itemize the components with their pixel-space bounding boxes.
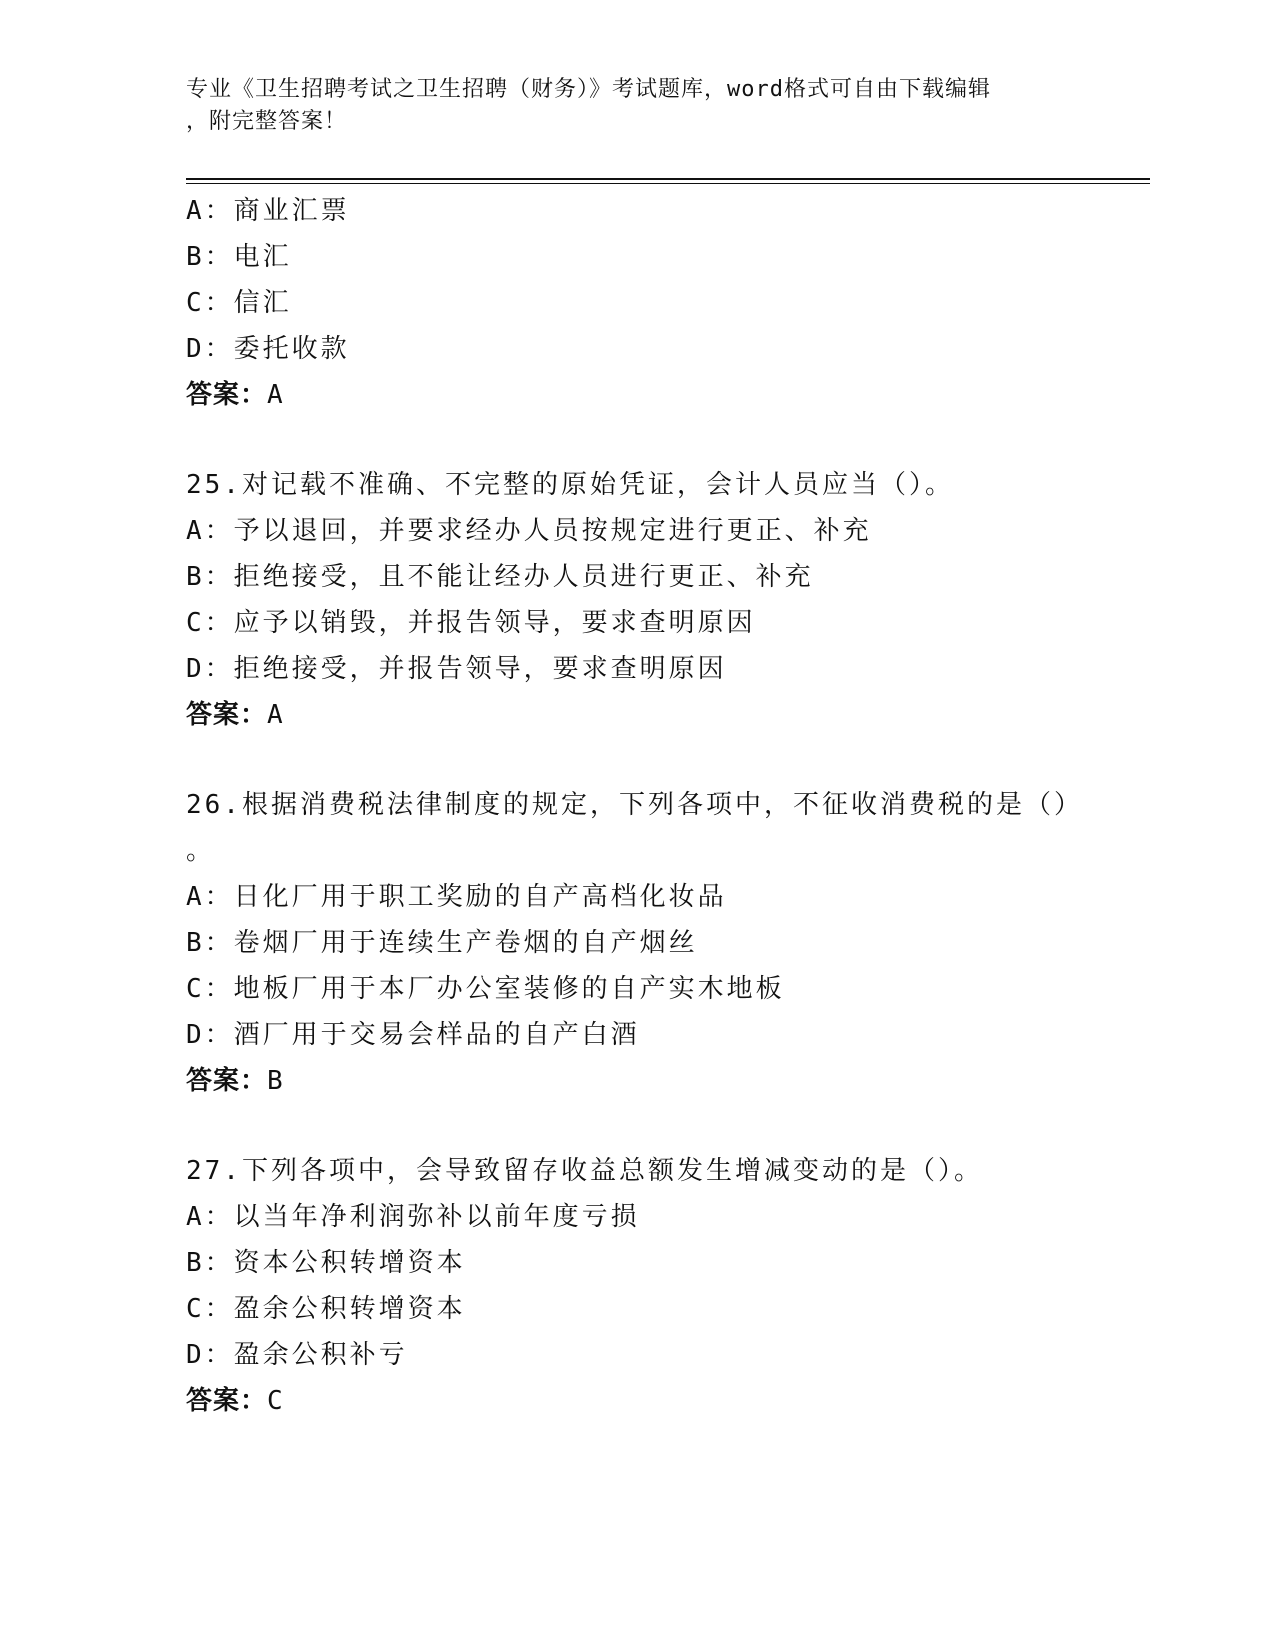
question-list <box>186 188 1086 1424</box>
option-b: B：电汇 <box>186 242 292 272</box>
header-line-1: 专业《卫生招聘考试之卫生招聘（财务）》考试题库，word格式可自由下载编辑 <box>186 77 991 102</box>
question-block-25 <box>186 462 1086 738</box>
answer-value: A <box>267 700 283 730</box>
answer-label: 答案： <box>186 1386 268 1416</box>
document-header <box>186 74 1066 138</box>
option-b: B：拒绝接受，且不能让经办人员进行更正、补充 <box>186 562 814 592</box>
header-rule-thin <box>186 183 1150 184</box>
option-c: C：应予以销毁，并报告领导，要求查明原因 <box>186 608 756 638</box>
option-d: D：盈余公积补亏 <box>186 1340 408 1370</box>
question-block-24 <box>186 188 1086 418</box>
answer-line <box>186 1378 1086 1424</box>
option-c: C：盈余公积转增资本 <box>186 1294 466 1324</box>
answer-label: 答案： <box>186 1066 268 1096</box>
block-spacer <box>186 418 1086 462</box>
block-spacer <box>186 738 1086 782</box>
option-a: A：日化厂用于职工奖励的自产高档化妆品 <box>186 882 727 912</box>
answer-line <box>186 1058 1086 1104</box>
answer-line <box>186 372 1086 418</box>
option-b: B：卷烟厂用于连续生产卷烟的自产烟丝 <box>186 928 698 958</box>
answer-label: 答案： <box>186 380 268 410</box>
question-text: 27.下列各项中，会导致留存收益总额发生增减变动的是（）。 <box>186 1156 983 1186</box>
answer-value: C <box>267 1386 283 1416</box>
option-d: D：酒厂用于交易会样品的自产白酒 <box>186 1020 640 1050</box>
option-d: D：委托收款 <box>186 334 350 364</box>
header-rule-thick <box>186 178 1150 180</box>
option-c: C：地板厂用于本厂办公室装修的自产实木地板 <box>186 974 785 1004</box>
option-c: C：信汇 <box>186 288 292 318</box>
question-block-26 <box>186 782 1086 1104</box>
answer-line <box>186 692 1086 738</box>
option-a: A：以当年净利润弥补以前年度亏损 <box>186 1202 640 1232</box>
option-d: D：拒绝接受，并报告领导，要求查明原因 <box>186 654 727 684</box>
question-text: 25.对记载不准确、不完整的原始凭证，会计人员应当（）。 <box>186 470 954 500</box>
header-line-2: ，附完整答案！ <box>186 109 348 134</box>
answer-value: A <box>267 380 283 410</box>
option-b: B：资本公积转增资本 <box>186 1248 466 1278</box>
answer-label: 答案： <box>186 700 268 730</box>
answer-value: B <box>267 1066 283 1096</box>
option-a: A：予以退回，并要求经办人员按规定进行更正、补充 <box>186 516 872 546</box>
option-a: A：商业汇票 <box>186 196 350 226</box>
question-text: 26.根据消费税法律制度的规定，下列各项中，不征收消费税的是（） <box>186 790 1083 820</box>
block-spacer <box>186 1104 1086 1148</box>
question-text-tail: 。 <box>186 836 216 866</box>
question-block-27 <box>186 1148 1086 1424</box>
